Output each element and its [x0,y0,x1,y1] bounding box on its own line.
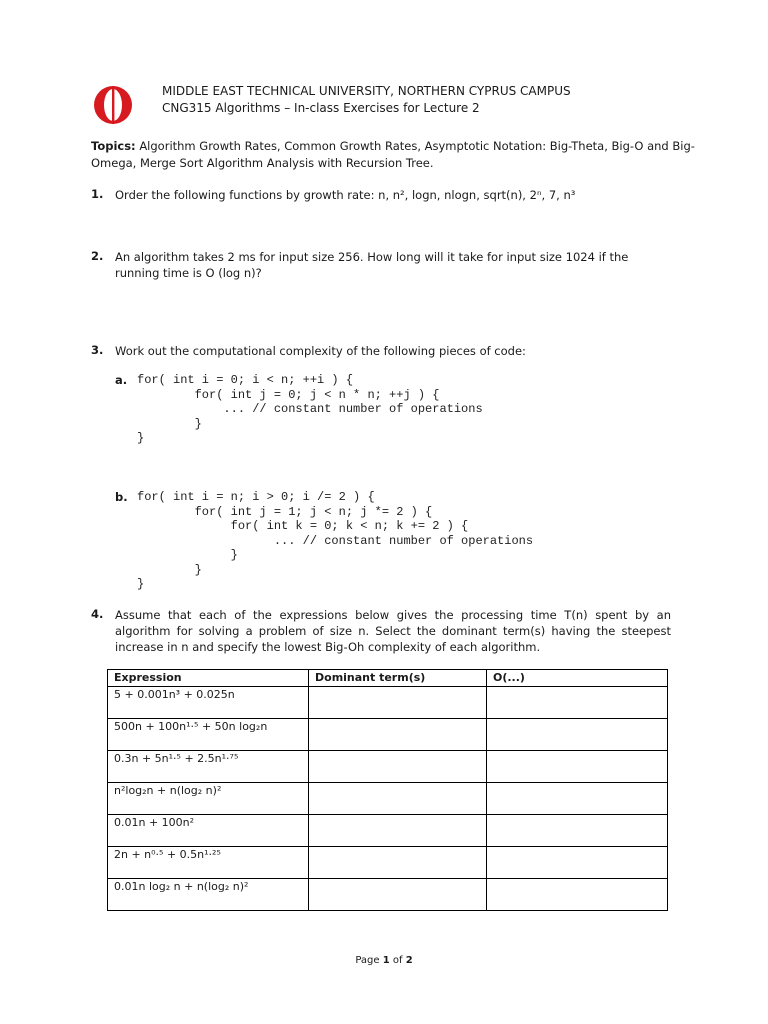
topics-label: Topics: [91,139,136,153]
university-name: MIDDLE EAST TECHNICAL UNIVERSITY, NORTHERN CYPRUS CAMPUS [162,84,571,98]
dominant-term-cell [309,719,487,751]
big-o-cell [487,847,668,879]
big-o-cell [487,879,668,911]
dominant-term-cell [309,751,487,783]
question-3-number: 3. [91,343,104,357]
big-o-cell [487,783,668,815]
question-4-text: Assume that each of the expressions below gives the processing time T(n) spent by an algorithm for solving a problem of size n. Select the dominant term(s) having the steepest increase in n and specify the lowest Big-Oh complexity of each algorithm. [115,608,671,654]
question-2-number: 2. [91,249,104,263]
code-block-a: for( int i = 0; i < n; ++i ) { for( int j = 0; j < n * n; ++j ) { ... // constant number of operations } } [137,373,483,445]
table-row [108,751,668,783]
footer-of: of [389,955,406,966]
dominant-term-cell [309,815,487,847]
question-1-text: Order the following functions by growth rate: n, n², logn, nlogn, sqrt(n), 2ⁿ, 7, n³ [115,188,576,202]
page-footer [0,955,768,966]
topics-text: Algorithm Growth Rates, Common Growth Rates, Asymptotic Notation: Big-Theta, Big-O and Big-Omega, Merge Sort Algorithm Analysis with Recursion Tree. [91,139,695,170]
code-block-b: for( int i = n; i > 0; i /= 2 ) { for( int j = 1; j < n; j *= 2 ) { for( int k = 0; k < n; k += 2 ) { ... // constant number of operations } } } [137,490,534,591]
table-row [108,719,668,751]
footer-page-number: 1 [382,955,390,966]
dominant-term-cell [309,783,487,815]
question-2-text: An algorithm takes 2 ms for input size 256. How long will it take for input size 1024 if the running time is O (log n)? [115,250,629,280]
dominant-term-cell [309,847,487,879]
table-row [108,815,668,847]
expression-cell: 0.01n log₂ n + n(log₂ n)² [108,879,309,911]
big-o-cell [487,751,668,783]
dominant-term-cell [309,879,487,911]
table-header-row [108,670,668,687]
header-dominant-terms: Dominant term(s) [309,670,487,687]
table-row [108,847,668,879]
table-row [108,783,668,815]
footer-prefix: Page [355,955,383,966]
header-expression: Expression [108,670,309,687]
header-big-o: O(...) [487,670,668,687]
expression-cell: 2n + n⁰·⁵ + 0.5n¹·²⁵ [108,847,309,879]
big-o-cell [487,719,668,751]
table-row [108,879,668,911]
code-a-label: a. [115,373,128,387]
expression-cell: 0.3n + 5n¹·⁵ + 2.5n¹·⁷⁵ [108,751,309,783]
topics-paragraph [91,138,703,172]
big-o-cell [487,687,668,719]
question-1-number: 1. [91,187,104,201]
big-o-cell [487,815,668,847]
question-3-text: Work out the computational complexity of the following pieces of code: [115,344,526,358]
expression-cell: n²log₂n + n(log₂ n)² [108,783,309,815]
university-logo [92,84,134,126]
table-row [108,687,668,719]
expression-cell: 500n + 100n¹·⁵ + 50n log₂n [108,719,309,751]
question-4-number: 4. [91,607,104,621]
code-b-label: b. [115,490,128,504]
expression-cell: 5 + 0.001n³ + 0.025n [108,687,309,719]
footer-page-total: 2 [405,955,413,966]
course-title: CNG315 Algorithms – In-class Exercises for Lecture 2 [162,101,480,115]
complexity-table [107,669,668,911]
dominant-term-cell [309,687,487,719]
expression-cell: 0.01n + 100n² [108,815,309,847]
